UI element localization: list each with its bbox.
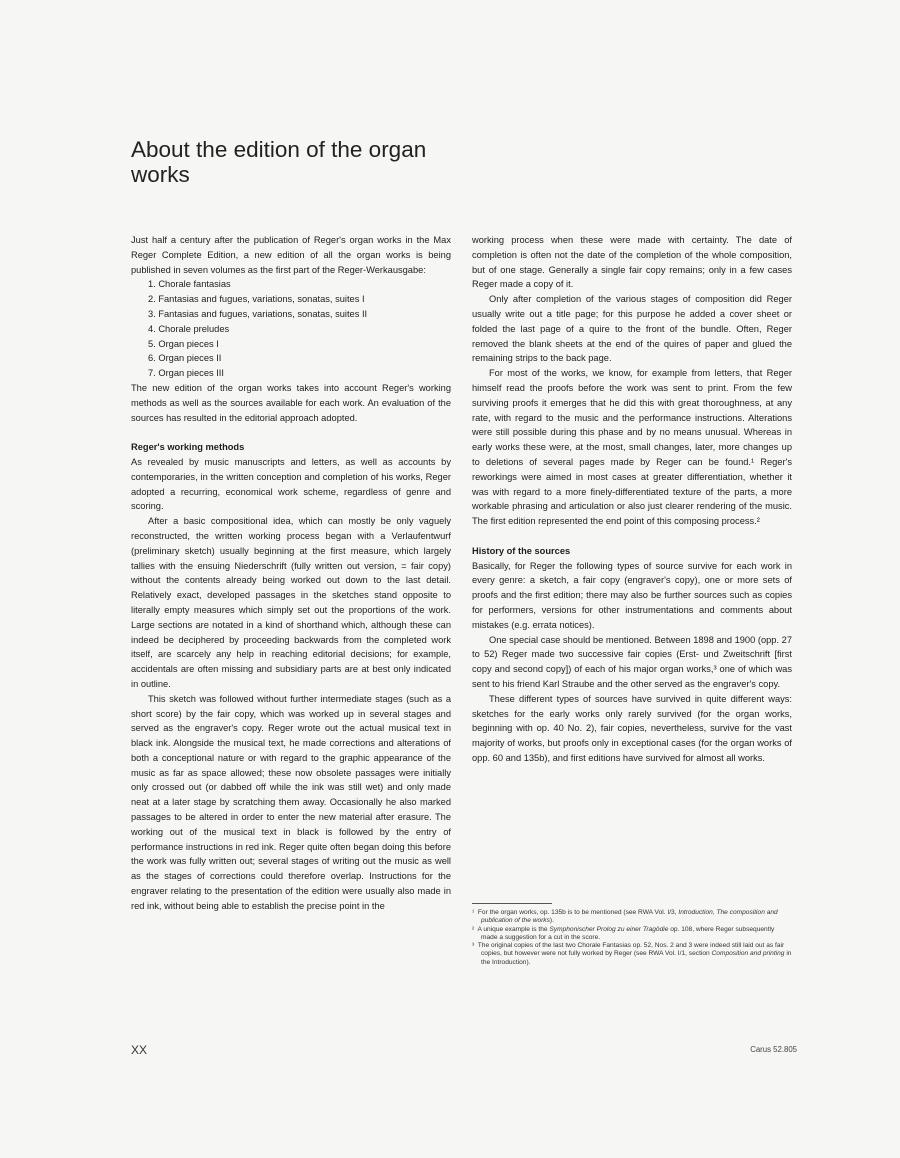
intro-paragraph: Just half a century after the publication of Reger's organ works in the Max Reger Complete Edition, a new edition of all the organ works is being published in seven volumes as the first part of the Reger-Werkausgabe: bbox=[131, 235, 451, 275]
body-paragraph: Basically, for Reger the following types of source survive for each work in every genre: a sketch, a fair copy (engraver's copy), one or more sets of proofs and the first edition; there may also be further sources such as copies for performers, versions for other instrumentations and comments about mistakes (e.g. errata notices). bbox=[472, 560, 792, 630]
footnote bbox=[472, 942, 792, 967]
volume-item: 7. Organ pieces III bbox=[148, 368, 224, 379]
footnote-italic-text: Introduction, The composition and publication of the works bbox=[481, 909, 778, 925]
footnote-mark: ³ bbox=[472, 942, 475, 950]
footnote-italic-text: Symphonischer Prolog zu einer Tragödie bbox=[549, 925, 669, 933]
footnote-text: The original copies of the last two Chorale Fantasias op. 52, Nos. 2 and 3 were indeed still laid out as fair copies, but however were not fully worked by Reger (see RWA Vol. I/1, section bbox=[477, 942, 785, 958]
body-paragraph: One special case should be mentioned. Between 1898 and 1900 (opp. 27 to 52) Reger made two successive fair copies (Erst- und Zweitschrift [first copy and second copy]) of each of his major organ works,³ one of which was sent to his friend Karl Straube and the other served as the engraver's copy. bbox=[472, 634, 792, 689]
body-paragraph: working process when these were made with certainty. The date of completion is often not the date of the completion of the whole composition, but of one stage. Generally a single fair copy remains; only in a few cases Reger made a copy of it. bbox=[472, 235, 792, 290]
left-column bbox=[131, 233, 451, 914]
footnote bbox=[472, 925, 792, 943]
volume-item: 4. Chorale preludes bbox=[148, 323, 230, 334]
body-paragraph: After a basic compositional idea, which can mostly be only vaguely reconstructed, the written working process began with a Verlaufentwurf (preliminary sketch) usually beginning at the first measure, which largely tallies with the ensuing Niederschrift (fully written out version, = fair copy) without the contents already being worked out down to the last detail. Relatively exact, developed passages in the sketches stand opposite to literally empty measures which simply set out the proportions of the work. Large sections are notated in a kind of shorthand which, although these can indeed be deciphered by proceeding backwards from the completed work itself, are scarcely any help in reaching editorial decisions; for example, accidentals are often missing and subsidiary parts are at best only indicated in outline. bbox=[131, 516, 451, 689]
footnote-text: ). bbox=[549, 917, 554, 925]
footnote bbox=[472, 909, 792, 926]
page-title: About the edition of the organ works bbox=[131, 137, 427, 187]
body-paragraph: These different types of sources have survived in quite different ways: sketches for the early works only rarely survived (for the organ works, beginning with op. 40 No. 2), fair copies, nevertheless, survive for the vast majority of works, but proofs only in exceptional cases (for the organ works of opp. 60 and 135b), and first editions have survived for almost all works. bbox=[472, 693, 792, 763]
volume-item: 1. Chorale fantasias bbox=[148, 279, 231, 290]
footnote-mark: ² bbox=[472, 925, 475, 933]
volume-item: 2. Fantasias and fugues, variations, sonatas, suites I bbox=[148, 294, 365, 305]
volume-item: 6. Organ pieces II bbox=[148, 353, 222, 364]
section-heading-working-methods: Reger's working methods bbox=[131, 442, 245, 453]
footnote-text: op. 108, where Reger subsequently made a suggestion for a cut in the score. bbox=[481, 925, 775, 941]
volume-item: 5. Organ pieces I bbox=[148, 338, 219, 349]
footnote-italic-text: Composition and printing bbox=[711, 950, 785, 958]
right-column bbox=[472, 233, 792, 766]
section-heading-history-of-sources: History of the sources bbox=[472, 545, 571, 556]
footnote-divider bbox=[472, 903, 552, 904]
footnotes bbox=[472, 903, 792, 967]
catalog-number: Carus 52.805 bbox=[750, 1045, 797, 1054]
volume-item: 3. Fantasias and fugues, variations, sonatas, suites II bbox=[148, 308, 368, 319]
volume-list bbox=[131, 277, 451, 381]
after-list-paragraph: The new edition of the organ works takes into account Reger's working methods as well as the sources available for each work. An evaluation of the sources has resulted in the editorial approach adopted. bbox=[131, 382, 451, 423]
body-paragraph: This sketch was followed without further intermediate stages (such as a short score) by the fair copy, which was worked up in several stages and served as the engraver's copy. Reger wrote out the actual musical text in black ink. Alongside the musical text, he made corrections and alterations of both a conceptional nature or with regard to the graphic appearance of the music as far as space allowed; these now obsolete passages were initially only crossed out (or dabbed off while the ink was still wet) and only made neat at a later stage by scratching them away. Occasionally he also marked passages to be altered in order to enter the new material after erasure. The working out of the musical text in black is followed by the entry of performance instructions in red ink. Reger quite often began doing this before the work was fully written out; several stages of writing out the music as well as the stages of corrections could therefore overlap. Instructions for the engraver relating to the presentation of the edition were usually also made in red ink, without being able to establish the precise point in the bbox=[131, 693, 451, 911]
body-paragraph: As revealed by music manuscripts and letters, as well as accounts by contemporaries, in the written conception and completion of his works, Reger adopted a recurring, economical work scheme, regardless of genre and scoring. bbox=[131, 456, 451, 512]
footnote-text: in the Introduction). bbox=[481, 950, 792, 966]
body-paragraph: Only after completion of the various stages of composition did Reger usually write out a title page; for this purpose he added a cover sheet or folded the last page of a quire to the front of the bundle. Often, Reger removed the blank sheets at the end of the quires of paper and glued the remaining strips to the back page. bbox=[472, 294, 792, 364]
footnote-text: For the organ works, op. 135b is to be mentioned (see RWA Vol. I/3, bbox=[477, 909, 679, 916]
footnote-text: A unique example is the bbox=[477, 925, 550, 933]
page-number: XX bbox=[131, 1043, 148, 1057]
footnote-mark: ¹ bbox=[472, 909, 475, 916]
body-paragraph: For most of the works, we know, for example from letters, that Reger himself read the proofs before the work was sent to print. From the few surviving proofs it emerges that he did this with great thoroughness, at any rate, with regard to the music and the performance instructions. Alterations were still possible during this phase and by no means unusual. Whereas in early works these were, at the most, small changes, later, more changes up to deletions of several pages made by Reger can be found.¹ Reger's reworkings were aimed in most cases at greater differentiation, whether it was with regard to a more finely-differentiated texture of the parts, a more workable phrasing and articulation or also just clearer rendering of the music. The first edition represented the end point of this composing process.² bbox=[472, 368, 792, 527]
